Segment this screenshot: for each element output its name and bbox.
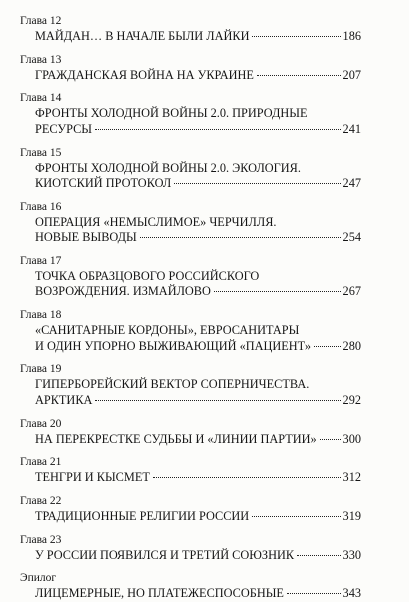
chapter-label: Глава 14: [20, 92, 62, 105]
toc-entry: [20, 417, 361, 448]
chapter-title: [20, 470, 361, 486]
chapter-title: [20, 377, 361, 408]
chapter-label: Эпилог: [20, 572, 57, 585]
toc-entry: [20, 200, 361, 246]
chapter-title-line: ОПЕРАЦИЯ «НЕМЫСЛИМОЕ» ЧЕРЧИЛЛЯ.: [35, 214, 277, 229]
chapter-title: [20, 269, 361, 300]
chapter-title-line: ТОЧКА ОБРАЗЦОВОГО РОССИЙСКОГО: [35, 268, 260, 283]
dot-leader: [140, 237, 341, 238]
dot-leader: [287, 593, 341, 594]
chapter-title-line: НА ПЕРЕКРЕСТКЕ СУДЬБЫ И «ЛИНИИ ПАРТИИ»: [35, 431, 317, 446]
toc-entry: [20, 14, 361, 45]
chapter-title-line: ЛИЦЕМЕРНЫЕ, НО ПЛАТЕЖЕСПОСОБНЫЕ: [35, 586, 284, 601]
table-of-contents: [20, 14, 361, 602]
page-number: 292: [342, 392, 361, 407]
chapter-label: Глава 16: [20, 200, 62, 213]
chapter-label: Глава 19: [20, 363, 62, 376]
dot-leader: [153, 477, 341, 478]
toc-entry: [20, 254, 361, 300]
chapter-title-line: ГИПЕРБОРЕЙСКИЙ ВЕКТОР СОПЕРНИЧЕСТВА.: [35, 377, 310, 392]
chapter-title-line: ГРАЖДАНСКАЯ ВОЙНА НА УКРАИНЕ: [35, 67, 254, 82]
chapter-title: [20, 106, 361, 137]
page-number: 267: [342, 284, 361, 299]
page-number: 280: [342, 338, 361, 353]
dot-leader: [257, 75, 341, 76]
toc-entry: [20, 571, 361, 602]
chapter-title: [20, 586, 361, 602]
chapter-title-last-line: [35, 339, 361, 355]
chapter-title-line: И ОДИН УПОРНО ВЫЖИВАЮЩИЙ «ПАЦИЕНТ»: [35, 338, 312, 353]
chapter-title-last-line: [35, 586, 361, 602]
page-number: 241: [342, 121, 361, 136]
chapter-title-last-line: [35, 284, 361, 300]
dot-leader: [297, 555, 341, 556]
dot-leader: [252, 516, 340, 517]
chapter-title-last-line: [35, 176, 361, 192]
chapter-title-line: АРКТИКА: [35, 392, 93, 407]
chapter-title-last-line: [35, 509, 361, 525]
chapter-label: Глава 20: [20, 417, 62, 430]
dot-leader: [174, 183, 340, 184]
chapter-title-line: «САНИТАРНЫЕ КОРДОНЫ», ЕВРОСАНИТАРЫ: [35, 323, 300, 338]
chapter-label: Глава 21: [20, 456, 62, 469]
chapter-title-line: ТРАДИЦИОННЫЕ РЕЛИГИИ РОССИИ: [35, 508, 250, 523]
page-number: 300: [342, 431, 361, 446]
toc-entry: [20, 533, 361, 564]
chapter-label: Глава 22: [20, 494, 62, 507]
toc-entry: [20, 308, 361, 354]
dot-leader: [95, 129, 341, 130]
chapter-title: [20, 548, 361, 564]
chapter-title: [20, 29, 361, 45]
chapter-title-last-line: [35, 68, 361, 84]
chapter-title-last-line: [35, 122, 361, 138]
chapter-title-line: ТЕНГРИ И КЫСМЕТ: [35, 470, 150, 485]
dot-leader: [314, 346, 341, 347]
chapter-title-last-line: [35, 470, 361, 486]
chapter-title-last-line: [35, 393, 361, 409]
toc-entry: [20, 53, 361, 84]
page-number: 312: [342, 470, 361, 485]
chapter-title: [20, 161, 361, 192]
chapter-title-line: У РОССИИ ПОЯВИЛСЯ И ТРЕТИЙ СОЮЗНИК: [35, 547, 295, 562]
page-number: 319: [342, 508, 361, 523]
toc-entry: [20, 91, 361, 137]
chapter-title-line: КИОТСКИЙ ПРОТОКОЛ: [35, 176, 172, 191]
chapter-title-line: НОВЫЕ ВЫВОДЫ: [35, 230, 137, 245]
chapter-title-last-line: [35, 432, 361, 448]
page-number: 330: [342, 547, 361, 562]
chapter-label: Глава 18: [20, 309, 62, 322]
dot-leader: [320, 439, 341, 440]
chapter-title-line: ФРОНТЫ ХОЛОДНОЙ ВОЙНЫ 2.0. ЭКОЛОГИЯ.: [35, 160, 301, 175]
toc-entry: [20, 362, 361, 408]
chapter-title-last-line: [35, 29, 361, 45]
chapter-title-last-line: [35, 548, 361, 564]
toc-entry: [20, 494, 361, 525]
page-number: 186: [342, 29, 361, 43]
chapter-title: [20, 509, 361, 525]
chapter-title: [20, 432, 361, 448]
chapter-title: [20, 215, 361, 246]
chapter-title-line: ВОЗРОЖДЕНИЯ. ИЗМАЙЛОВО: [35, 284, 211, 299]
chapter-title-line: ФРОНТЫ ХОЛОДНОЙ ВОЙНЫ 2.0. ПРИРОДНЫЕ: [35, 106, 308, 121]
toc-entry: [20, 146, 361, 192]
page-number: 343: [342, 586, 361, 601]
chapter-label: Глава 15: [20, 146, 62, 159]
chapter-title: [20, 323, 361, 354]
page-number: 207: [342, 67, 361, 82]
page-number: 247: [342, 176, 361, 191]
chapter-label: Глава 23: [20, 533, 62, 546]
dot-leader: [95, 400, 340, 401]
toc-entry: [20, 455, 361, 486]
page-number: 254: [342, 230, 361, 245]
chapter-label: Глава 17: [20, 254, 62, 267]
dot-leader: [214, 291, 341, 292]
chapter-title-line: МАЙДАН… В НАЧАЛЕ БЫЛИ ЛАЙКИ: [35, 29, 250, 43]
chapter-title: [20, 68, 361, 84]
chapter-title-last-line: [35, 230, 361, 246]
chapter-label: Глава 13: [20, 53, 62, 66]
chapter-title-line: РЕСУРСЫ: [35, 121, 93, 136]
dot-leader: [252, 36, 340, 37]
chapter-label: Глава 12: [20, 15, 62, 27]
